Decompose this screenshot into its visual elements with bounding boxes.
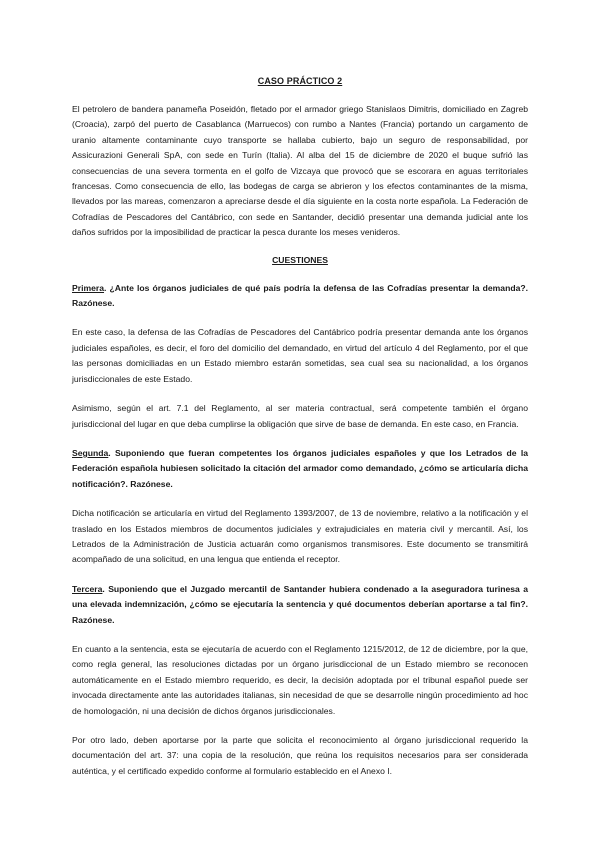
answer-1-paragraph-1: En este caso, la defensa de las Cofradías de Pescadores del Cantábrico podría presentar demanda ante los órganos judiciales españoles, es decir, el foro del domicilio del demandado, en virtud del artículo 4 del Reglamento, por el que las personas domiciliadas en un Estado miembro estarán sometidas, sea cual sea su nacionalidad, a los órganos jurisdiccionales de este Estado. (72, 327, 528, 384)
question-3-text: . Suponiendo que el Juzgado mercantil de Santander hubiera condenado a la aseguradora turinesa a una elevada indemnización, ¿cómo se ejecutaría la sentencia y qué documentos deberían aportarse a tal fin?. Razónese. (72, 583, 528, 625)
question-2-label: Segunda (72, 447, 109, 458)
question-1 (72, 281, 528, 312)
questions-heading: CUESTIONES (272, 254, 328, 265)
question-1-text: . ¿Ante los órganos judiciales de qué país podría la defensa de las Cofradías presentar la demanda?. Razónese. (72, 282, 528, 309)
question-3-label: Tercera (72, 583, 103, 594)
question-3 (72, 582, 528, 628)
question-2 (72, 446, 528, 492)
case-intro-paragraph: El petrolero de bandera panameña Poseidón, fletado por el armador griego Stanislaos Dimitris, domiciliado en Zagreb (Croacia), zarpó del puerto de Casablanca (Marruecos) con rumbo a Nantes (Francia) portando un cargamento de uranio altamente contaminante cuyo transporte se hallaba cubierto, bajo un seguro de responsabilidad, por Assicurazioni Generali SpA, con sede en Turín (Italia). Al alba del 15 de diciembre de 2020 el buque sufrió las consecuencias de una severa tormenta en el golfo de Vizcaya que provocó que se escorara en aguas territoriales francesas. Como consecuencia de ello, las bodegas de carga se abrieron y los efectos contaminantes de la misma, llevados por las mareas, comenzaron a apreciarse desde el día siguiente en la costa norte española. La Federación de Cofradías de Pescadores del Cantábrico, con sede en Santander, decidió presentar una demanda judicial ante los daños sufridos por la imposibilidad de practicar la pesca durante los meses venideros. (72, 104, 528, 238)
question-2-text: . Suponiendo que fueran competentes los órganos judiciales españoles y que los Letrados de la Federación española hubiesen solicitado la citación del armador como demandado, ¿cómo se articularía dicha notificación?. Razónese. (72, 447, 528, 489)
answer-2-paragraph-1: Dicha notificación se articularía en virtud del Reglamento 1393/2007, de 13 de noviembre, relativo a la notificación y el traslado en los Estados miembros de documentos judiciales y extrajudiciales en materia civil y mercantil. Así, los Letrados de la Administración de Justicia actuarán como organismos transmisores. Este documento se transmitirá acompañado de una solicitud, en una lengua que entienda el receptor. (72, 508, 528, 565)
question-1-label: Primera (72, 282, 105, 293)
answer-1-paragraph-2: Asimismo, según el art. 7.1 del Reglamento, al ser materia contractual, será competente también el órgano jurisdiccional del lugar en que deba cumplirse la obligación que sirve de base de demanda. En este caso, en Francia. (72, 403, 528, 429)
answer-3-paragraph-1: En cuanto a la sentencia, esta se ejecutaría de acuerdo con el Reglamento 1215/2012, de 12 de diciembre, por la que, como regla general, las resoluciones dictadas por un órgano jurisdiccional de un Estado miembro se reconocen automáticamente en el Estado miembro requerido, es decir, la decisión adoptada por el tribunal español puede ser invocada directamente ante las autoridades italianas, sin necesidad de que se desarrolle ningún procedimiento ad hoc de homologación, ni una decisión de dichos órganos jurisdiccionales. (72, 643, 528, 716)
document-title: CASO PRÁCTICO 2 (257, 76, 343, 86)
answer-3-paragraph-2: Por otro lado, deben aportarse por la parte que solicita el reconocimiento al órgano jurisdiccional requerido la documentación del art. 37: una copia de la resolución, que reúna los requisitos necesarios para ser considerada auténtica, y el certificado expedido conforme al formulario establecido en el Anexo I. (72, 735, 528, 776)
